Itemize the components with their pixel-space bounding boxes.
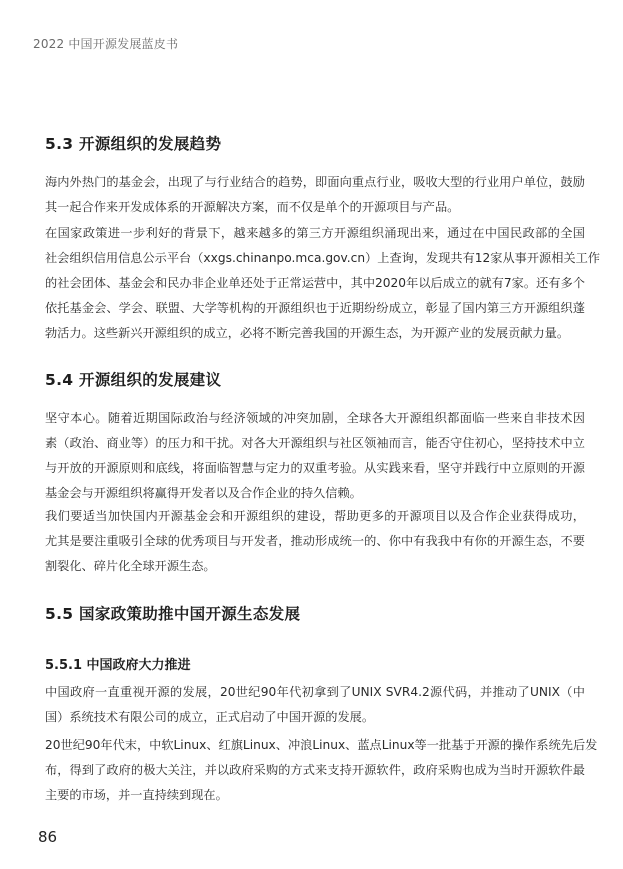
text-line: 依托基金会、学会、联盟、大学等机构的开源组织也于近期纷纷成立，彰显了国内第三方开源组织蓬	[45, 301, 585, 315]
text-line: 尤其是要注重吸引全球的优秀项目与开发者，推动形成统一的、你中有我我中有你的开源生态，不要	[45, 534, 585, 548]
text-line: 的社会团体、基金会和民办非企业单还处于正常运营中，其中2020年以后成立的就有7家。还有多个	[45, 276, 585, 290]
section-heading-5-5: 5.5 国家政策助推中国开源生态发展	[45, 605, 301, 623]
running-header: 2022 中国开源发展蓝皮书	[33, 37, 179, 51]
text-line: 社会组织信用信息公示平台（xxgs.chinanpo.mca.gov.cn）上查询，发现共有12家从事开源相关工作	[45, 251, 600, 265]
text-line: 我们要适当加快国内开源基金会和开源组织的建设，帮助更多的开源项目以及合作企业获得成功，	[45, 509, 585, 523]
subsection-heading-5-5-1: 5.5.1 中国政府大力推进	[45, 658, 191, 673]
paragraph-5-3-1	[45, 170, 585, 220]
page-number: 86	[38, 828, 58, 846]
section-heading-5-4: 5.4 开源组织的发展建议	[45, 371, 222, 389]
text-line: 与开放的开源原则和底线，将面临智慧与定力的双重考验。从实践来看，坚守并践行中立原则的开源	[45, 461, 585, 475]
section-heading-5-3: 5.3 开源组织的发展趋势	[45, 135, 222, 153]
text-line: 素（政治、商业等）的压力和干扰。对各大开源组织与社区领袖而言，能否守住初心，坚持技术中立	[45, 436, 585, 450]
paragraph-5-5-1-2	[45, 733, 598, 808]
text-line: 在国家政策进一步利好的背景下，越来越多的第三方开源组织涌现出来，通过在中国民政部的全国	[45, 226, 585, 240]
text-line: 坚守本心。随着近期国际政治与经济领域的冲突加剧，全球各大开源组织都面临一些来自非技术因	[45, 411, 585, 425]
paragraph-5-4-1	[45, 406, 585, 506]
paragraph-5-5-1-1	[45, 680, 585, 730]
text-line: 20世纪90年代末，中软Linux、红旗Linux、冲浪Linux、蓝点Linux等一批基于开源的操作系统先后发	[45, 738, 598, 752]
text-line: 割裂化、碎片化全球开源生态。	[45, 559, 216, 573]
text-line: 基金会与开源组织将赢得开发者以及合作企业的持久信赖。	[45, 486, 362, 500]
text-line: 中国政府一直重视开源的发展，20世纪90年代初拿到了UNIX SVR4.2源代码，并推动了UNIX（中	[45, 685, 585, 699]
text-line: 海内外热门的基金会，出现了与行业结合的趋势，即面向重点行业，吸收大型的行业用户单位，鼓励	[45, 175, 585, 189]
paragraph-5-4-2	[45, 504, 585, 579]
paragraph-5-3-2	[45, 221, 600, 346]
text-line: 主要的市场，并一直持续到现在。	[45, 788, 228, 802]
text-line: 国）系统技术有限公司的成立，正式启动了中国开源的发展。	[45, 710, 375, 724]
text-line: 勃活力。这些新兴开源组织的成立，必将不断完善我国的开源生态，为开源产业的发展贡献力量。	[45, 326, 570, 340]
text-line: 其一起合作来开发成体系的开源解决方案，而不仅是单个的开源项目与产品。	[45, 200, 460, 214]
text-line: 布，得到了政府的极大关注，并以政府采购的方式来支持开源软件，政府采购也成为当时开源软件最	[45, 763, 585, 777]
